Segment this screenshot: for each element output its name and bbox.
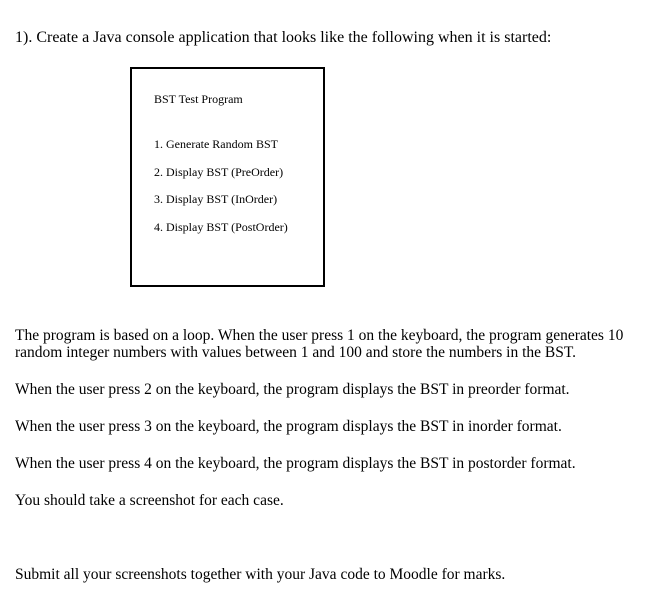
screenshot-note: You should take a screenshot for each case. [15,492,284,509]
task-heading: 1). Create a Java console application that looks like the following when it is started: [15,29,552,46]
submit-note: Submit all your screenshots together with your Java code to Moodle for marks. [15,566,506,583]
menu-item-postorder: 4. Display BST (PostOrder) [154,219,288,234]
loop-description: The program is based on a loop. When the user press 1 on the keyboard, the program generates 10 random integer numbers with values between 1 and 100 and store the numbers in the BST. [15,327,624,361]
menu-item-preorder: 2. Display BST (PreOrder) [154,164,284,179]
press-3-description: When the user press 3 on the keyboard, the program displays the BST in inorder format. [15,418,562,435]
menu-item-generate: 1. Generate Random BST [154,137,278,151]
press-4-description: When the user press 4 on the keyboard, the program displays the BST in postorder format. [15,455,576,472]
console-menu [154,136,288,246]
console-title: BST Test Program [154,92,243,106]
press-2-description: When the user press 2 on the keyboard, the program displays the BST in preorder format. [15,381,570,398]
menu-item-inorder: 3. Display BST (InOrder) [154,192,278,206]
console-mockup-box [130,67,325,287]
